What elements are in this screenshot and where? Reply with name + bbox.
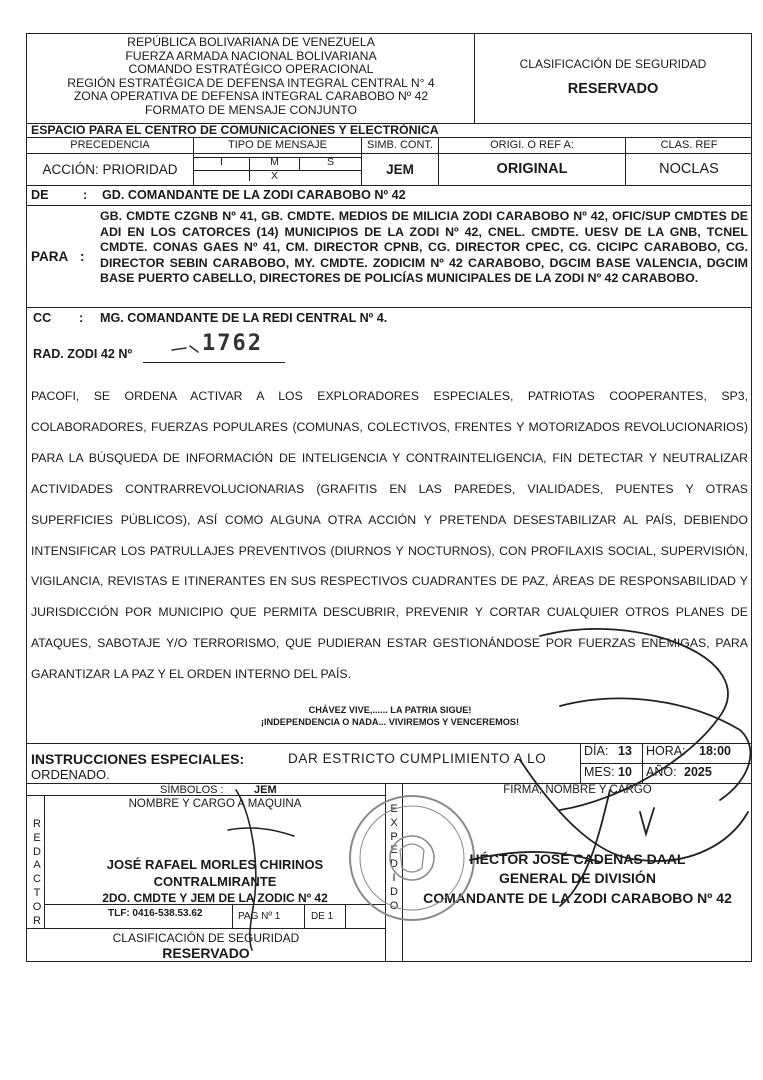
drafter-position: 2DO. CMDTE Y JEM DE LA ZODIC Nº 42 [102,891,328,905]
org-line: REPÚBLICA BOLIVARIANA DE VENEZUELA [127,35,375,49]
drafter-rank: CONTRALMIRANTE [153,874,277,889]
grid-line [345,904,346,928]
org-line: COMANDO ESTRATÉGICO OPERACIONAL [128,62,374,77]
comms-space-label: ESPACIO PARA EL CENTRO DE COMUNICACIONES Y ELECTRÓNICA [31,123,439,137]
grid-line [232,904,233,928]
de-value: GD. COMANDANTE DE LA ZODI CARABOBO Nº 42 [102,188,406,202]
mes-value: 10 [618,765,632,779]
para-colon: : [80,249,85,264]
rule [26,743,752,744]
hora-value: 18:00 [699,744,731,758]
message-body: PACOFI, SE ORDENA ACTIVAR A LOS EXPLORADORES ESPECIALES, PATRIOTAS COOPERANTES, SP3, COLABORADORES, FUERZAS POPULARES (COMUNAS, COLECTIVOS, FRENTES Y MOTORIZADOS REVOLUCIONARIOS) PARA LA BÚSQUEDA DE INFORMACIÓN DE INTELIGENCIA Y CONTRAINTELIGENCIA, FIN DETECTAR Y NEUTRALIZAR ACTIVIDADES CONTRARREVOLUCIONARIAS (GRAFITIS EN LAS PAREDES, VIALIDADES, PUENTES Y OTRAS SUPERFICIES PÚBLICOS), ASÍ COMO ALGUNA OTRA ACCIÓN Y PRETENDA DESESTABILIZAR AL PAÍS, DEBIENDO INTENSIFICAR LOS PATRULLAJES PREVENTIVOS (DIURNOS Y NOCTURNOS), CON PROFILAXIS SOCIAL, SUPERVISIÓN, VIGILANCIA, REVISTAS E ITINERANTES EN SUS RESPECTIVOS CUADRANTES DE PAZ, ÁREAS DE RESPONSABILIDAD Y JURISDICCIÓN POR MUNICIPIO QUE PERMITA DESCUBRIR, PREVENIR Y CORTAR CUALQUIER OTROS PLANES DE ATAQUES, SABOTAJE Y/O TERRORISMO, QUE PUDIERAN ESTAR GESTIONÁNDOSE POR FUERZAS ENEMIGAS, PARA GARANTIZAR LA PAZ Y EL ORDEN INTERNO DEL PAÍS. [31,389,748,682]
cc-value: MG. COMANDANTE DE LA REDI CENTRAL Nº 4. [100,311,388,325]
footer-classification-label: CLASIFICACIÓN DE SEGURIDAD [112,931,300,945]
de-label: DE [31,188,49,202]
para-recipients: GB. CMDTE CZGNB Nº 41, GB. CMDTE. MEDIOS DE MILICIA ZODI CARABOBO Nº 42, OFIC/SUP CMDTES DE ADI EN LOS CATORCES (14) MUNICIPIOS DE LA ZODI Nº 42, CNEL. CMDTE. UESV DE LA GNB, TCNEL CMDTE. CONAS GAES Nº 41, CM. DIRECTOR CPNB, CG. DIRECTOR CPEC, CG. CICIPC CARABOBO, CG. DIRECTOR SEBIN CARABOBO, MY. CMDTE. ZODICIM Nº 42 CARABOBO, DGCIM BASE VALENCIA, DGCIM BASE PUERTO CABELLO, DIRECTORES DE POLICÍAS MUNICIPALES DE LA ZODI Nº 42 CARABOBO. [100,209,748,286]
name-typed-label: NOMBRE Y CARGO A MAQUINA [128,798,302,810]
org-line: REGIÓN ESTRATÉGICA DE DEFENSA INTEGRAL CENTRAL N° 4 [67,75,435,90]
hora-label: HORA: [646,744,686,758]
symbols-label: SÍMBOLOS : [160,784,224,796]
grid-line [580,763,752,764]
signer-position: COMANDANTE DE LA ZODI CARABOBO Nº 42 [423,890,732,906]
cc-colon: : [79,311,84,325]
clas-ref-value: NOCLAS [659,161,719,177]
header-org-block [28,36,474,118]
rad-underline [143,362,285,363]
mes-label: MES: [584,765,615,779]
de-colon: : [83,188,88,202]
precedence-label: PRECEDENCIA [70,139,150,151]
para-label: PARA [31,249,69,264]
dia-label: DÍA: [584,744,609,758]
expedido-side-label: E X P E D I D O [389,803,399,912]
grid-line [385,783,386,962]
rad-number: 1762 [202,331,263,356]
ano-label: AÑO: [646,765,677,779]
instructions-label: INSTRUCCIONES ESPECIALES: [31,751,245,767]
footer-classification-value: RESERVADO [162,945,250,961]
message-type-label: TIPO DE MENSAJE [227,139,328,151]
org-line: ZONA OPERATIVA DE DEFENSA INTEGRAL CARABOBO Nº 42 [73,89,429,104]
security-classification-label: CLASIFICACIÓN DE SEGURIDAD [519,57,707,71]
type-m: M [270,156,279,168]
slogan-line: CHÁVEZ VIVE,...... LA PATRIA SIGUE! [308,705,472,715]
type-i: I [220,156,223,168]
symbols-value: JEM [254,784,277,796]
simb-cont-label: SIMB. CONT. [366,139,433,151]
cc-label: CC [33,311,52,325]
rule [26,153,752,154]
page-total: DE 1 [311,911,334,922]
clas-ref-label: CLAS. REF [660,139,718,151]
type-s: S [326,156,334,168]
instructions-text: DAR ESTRICTO CUMPLIMIENTO A LO [288,751,547,766]
rule [26,205,752,206]
page-number: PAG Nº 1 [238,911,281,922]
type-mark: X [270,170,278,182]
grid-line [304,904,305,928]
security-classification-value: RESERVADO [567,81,659,97]
drafter-name: JOSÉ RAFAEL MORLES CHIRINOS [106,857,324,872]
slogan-line: ¡INDEPENDENCIA O NADA... VIVIREMOS Y VENCEREMOS! [260,717,520,727]
instructions-text-cont: ORDENADO. [31,767,110,782]
rule [26,185,752,186]
signature-label: FIRMA, NOMBRE Y CARGO [503,784,652,796]
rule [26,307,752,308]
precedence-value: ACCIÓN: PRIORIDAD [42,162,178,177]
dia-value: 13 [618,744,632,758]
origin-ref-label: ORIGI. O REF A: [490,139,574,151]
origin-ref-value: ORIGINAL [496,161,568,177]
header-divider [474,33,475,123]
org-line: FUERZA ARMADA NACIONAL BOLIVARIANA [125,48,377,63]
org-line: FORMATO DE MENSAJE CONJUNTO [145,102,357,117]
redactor-side-label: R E D A C T O R [32,818,42,927]
signer-rank: GENERAL DE DIVISIÓN [499,870,656,886]
grid-line [26,928,385,929]
signer-name: HÉCTOR JOSÉ CADENAS DAAL [469,851,686,867]
ano-value: 2025 [684,765,712,779]
rule [26,137,752,138]
simb-cont-value: JEM [386,162,414,177]
rad-label: RAD. ZODI 42 Nº [33,347,133,361]
drafter-phone: TLF: 0416-538.53.62 [108,908,203,919]
